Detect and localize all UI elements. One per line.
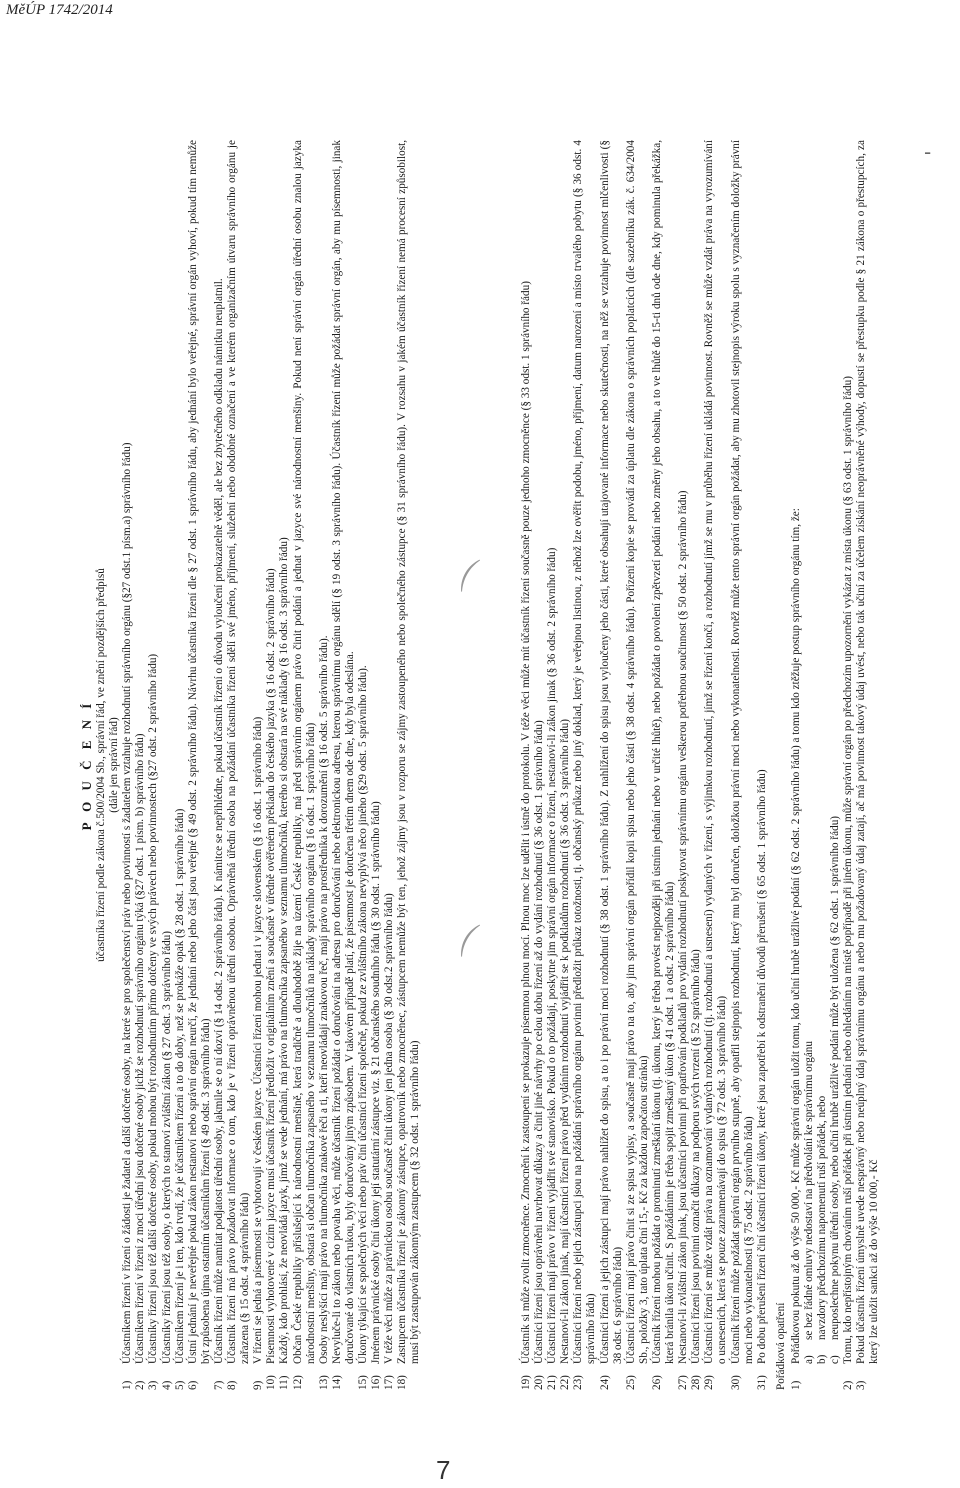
scan-artifact: ⌒ <box>453 919 511 975</box>
item-number: 19) <box>520 1375 532 1390</box>
list-item <box>278 140 291 1390</box>
item-number: 2) <box>134 1380 147 1390</box>
right-column <box>520 140 920 1390</box>
item-number: 7) <box>212 1380 225 1390</box>
item-text: Občan České republiky příslušející k národnostní menšině, která tradičně a dlouhodobě žije na území České republiky, má před správním orgánem právo činit podání a jednat v jazyce své národnostní menšiny. Pokud není správní orgán úřední osobu znalou jazyka národnostní menšiny, obstará si občan tlumočníka zapsaného v seznamu tlumočníků na náklady správního orgánu (§ 16 odst. 1 správního řádu) <box>291 140 317 1364</box>
item-number: 30) <box>729 1375 742 1390</box>
item-text: Úkony týkající se společných věcí nebo práv činí účastníci řízení společně, pokud ze zvláštního zákona nevyplývá něco jiného (§29 odst. 5 správního řádu). <box>356 665 369 1364</box>
item-text: Účastník řízení mohou požádat o prominutí zmeškání úkonu (tj. úkonu, který je třeba provést nejpozději při ústním jednání nebo v určité lhůtě), nebo požádat o povolení zpětvzetí podání nebo změny jeho obsahu, a to ve lhůtě do 15-ti dnů ode dne, kdy pominula překážka, která bránila úkon učinit. S požádáním je třeba spojit zmeškaný úkon (§ 41 odst. 1 a odst. 2 správního řádu) <box>650 140 677 1364</box>
item-number: 13) <box>317 1375 330 1390</box>
document-reference: MěÚP 1742/2014 <box>6 2 113 18</box>
item-text: V řízení se jedná a písemnosti se vyhotovují v českém jazyce. Účastníci řízení mohou jednat i v jazyce slovenském (§ 16 odst. 1 správního řádu) <box>252 716 265 1364</box>
item-number: 9) <box>252 1380 265 1390</box>
item-text: Účastníky řízení jsou též další dotčené osoby, pokud mohou být rozhodnutím přímo dotčeny ve svých právech nebo povinnostech (§27 odst. 2 správního řádu) <box>147 653 160 1364</box>
right-item-list <box>520 140 769 1390</box>
list-item <box>599 140 625 1390</box>
page-number: 7 <box>436 1455 451 1485</box>
list-item <box>842 140 855 1390</box>
list-item <box>292 140 318 1390</box>
list-item <box>121 140 134 1390</box>
item-text: Účastník řízení může namítat podjatost úřední osoby, jakmile se o ní dozví (§ 14 odst. 2 správního řádu). K námitce se nepřihlédne, pokud účastník řízení o důvodu vyloučení prokazatelně věděl, ale bez zbytečného odkladu námitku neuplatnil. <box>212 278 225 1364</box>
item-number: 26) <box>650 1375 663 1390</box>
sub-item-letter: b) <box>816 1354 829 1364</box>
item-number: 27) <box>677 1375 690 1390</box>
notice-subtitle: účastníka řízení podle zákona č.500/2004 Sb., správní řád, ve znění pozdějších předpisů <box>95 568 108 962</box>
list-item <box>756 140 769 1390</box>
item-number: 28) <box>690 1375 703 1390</box>
list-item <box>265 140 278 1390</box>
item-text: Nestanoví-li zvláštní zákon jinak, jsou účastníci povinni při opatřování podkladů pro vydání rozhodnutí poskytovat správnímu orgánu veškerou potřebnou součinnost (§ 50 odst. 2 správního řádu) <box>677 490 690 1364</box>
stray-mark: - <box>924 140 932 164</box>
item-number: 31) <box>755 1375 768 1390</box>
item-text: Účastníci řízení jsou oprávněni navrhovat důkazy a činit jiné návrhy po celou dobu řízení až do vydání rozhodnutí (§ 36 odst. 1 správního řádu) <box>533 720 546 1364</box>
item-number: 21) <box>546 1375 559 1390</box>
item-number: 24) <box>598 1375 611 1390</box>
sub-item-text: se bez řádné omluvy nedostaví na předvolání ke správnímu orgánu <box>802 1041 815 1340</box>
item-number: 8) <box>226 1380 239 1390</box>
list-item <box>252 140 265 1390</box>
item-number: 17) <box>383 1375 396 1390</box>
list-item <box>572 140 598 1390</box>
item-number: 29) <box>703 1375 716 1390</box>
item-number: 3) <box>855 1380 868 1390</box>
list-item <box>703 140 729 1390</box>
list-item <box>318 140 331 1390</box>
item-number: 3) <box>147 1380 160 1390</box>
list-item <box>383 140 396 1390</box>
item-number: 25) <box>624 1375 637 1390</box>
list-item <box>730 140 756 1390</box>
sub-item-letter: a) <box>802 1355 815 1364</box>
item-text: Účastníci řízení jsou povinni označit důkazy na podporu svých tvrzení (§ 52 správního řádu) <box>690 949 703 1364</box>
sub-item-text: neuposlechne pokynu úřední osoby, nebo učiní hrubě urážlivé podání může být uložena (§ 62 odst. 1 správního řádu) <box>829 815 842 1340</box>
item-text: Nestanoví-li zákon jinak, mají účastníci řízení právo před vydáním rozhodnutí vyjádřit se k podkladům rozhodnutí (§ 36 odst. 3 správního řádu) <box>559 719 572 1364</box>
item-text: Účastníci řízení a jejich zástupci mají právo nahlížet do spisu, a to i po právní moci rozhodnutí (§ 38 odst. 1 správního řádu). Z nahlížení do spisu jsou vyloučeny jeho části, které obsahují utajované informace nebo skutečnosti, na něž se vztahuje povinnost mlčenlivosti (§ 38 odst. 6 správního řádu) <box>598 140 624 1364</box>
item-text: Osoby neslyšící mají právo na tlumočníka znakové řeči a ti, kteří neovládají znakovou řeč, mají právo na prostředníka k dorozumění (§ 16 odst. 5 správního řádu). <box>317 635 330 1364</box>
item-number: 4) <box>160 1380 173 1390</box>
left-item-list <box>121 140 422 1390</box>
list-item <box>147 140 160 1390</box>
list-item <box>174 140 187 1390</box>
item-number: 22) <box>559 1375 572 1390</box>
list-item <box>855 140 881 1390</box>
item-number: 11) <box>278 1375 291 1390</box>
list-item <box>226 140 252 1390</box>
notice-subtitle-short: (dále jen správní řád) <box>108 717 121 813</box>
list-item <box>396 140 422 1390</box>
item-text: Jménem právnické osoby činí úkony její statutární zástupce viz. § 21 občanského soudního řádu (§ 30 odst. 1 správního řádu) <box>370 801 383 1364</box>
item-number: 1) <box>789 1380 802 1390</box>
section-title: Pořádková opatření <box>774 1302 787 1390</box>
sub-item-text: navzdory předchozímu napomenutí ruší pořádek, nebo <box>816 1095 829 1340</box>
item-number: 6) <box>186 1380 199 1390</box>
item-text: Účastníci řízení se může vzdát práva na oznamování vydaných rozhodnutí (tj. rozhodnutí a usnesení) vydaných v řízení, s výjimkou rozhodnutí, jímž se řízení končí, a rozhodnutí jímž se mu v průběhu řízení ukládá povinnost. Rovněž se může vzdát práva na vyrozumívání o usneseních, která se pouze zaznamenávají do spisu (§ 72 odst. 3 správního řádu) <box>703 140 729 1364</box>
item-text: Účastník řízení může požádat správní orgán prvního stupně, aby opatřil stejnopis rozhodnutí, který mu byl doručen, doložkou právní moci nebo vykonatelnosti. Rovněž může tento správní orgán požádat, aby mu zhotovil stejnopis výroku spolu s vyznačením doložky právní moci nebo vykonatelnosti (§ 75 odst. 2 správního řádu) <box>729 140 755 1364</box>
item-text: Tomu, kdo nepřístojným chováním ruší pořádek při ústním jednání nebo ohledáním na místě popřípadě při jiném úkonu, může správní orgán po předchozím upozornění vykázat z místa úkonu (§ 63 odst. 1 správního řádu) <box>842 376 855 1364</box>
list-item <box>161 140 174 1390</box>
sub-list-item <box>803 140 816 1364</box>
sub-item-letter: c) <box>829 1355 842 1364</box>
list-item <box>213 140 226 1390</box>
item-text: Účastníci řízení nebo jejich zástupci jsou na požádání správního orgánu povinni předložit průkaz totožnosti, tj. občanský průkaz nebo jiný doklad, který je veřejnou listinou, z něhož lze ověřit podobu, jméno, příjmení, datum narození a místo trvalého pobytu (§ 36 odst. 4 správního řádu) <box>572 140 598 1364</box>
item-number: 12) <box>291 1375 304 1390</box>
list-item <box>651 140 677 1390</box>
list-item <box>520 140 533 1390</box>
item-text: Písemnosti vyhotovené v cizím jazyce musí účastník řízení předložit v originálním znění a současně v úředně ověřeném překladu do českého jazyka (§ 16 odst. 2 správního řádu) <box>265 568 278 1364</box>
item-number: 20) <box>533 1375 546 1390</box>
sub-list-item <box>816 140 829 1364</box>
item-text: Účastníky řízení jsou též osoby, o kterých to stanoví zvláštní zákon (§ 27 odst. 3 správního řádu) <box>160 930 173 1364</box>
notice-title: P O U Č E N Í <box>79 699 94 831</box>
list-item <box>370 140 383 1390</box>
list-item <box>625 140 651 1390</box>
item-number: 1) <box>121 1380 134 1390</box>
item-text: Účastníkem řízení v řízení z moci úřední jsou dotčené osoby jichž se rozhodnutí správního orgánu týká (§27 odst. 1 písm. b) správního řádu) <box>134 733 147 1364</box>
item-number: 14) <box>330 1375 343 1390</box>
item-text: Účastníci řízení mají právo v řízení vyjádřit své stanovisko. Pokud o to požádají, poskytne jim správní orgán informace o řízení, nestanoví-li zákon jinak (§ 36 odst. 2 správního řádu) <box>546 547 559 1364</box>
item-text: Účastníkem řízení v řízení o žádosti je žadatel a další dotčené osoby, na které se pro společenství práv nebo povinností s žadatelem vztahuje rozhodnutí správního orgánu (§27 odst.1 písm.a) správního řádu) <box>121 442 134 1364</box>
list-item <box>357 140 370 1390</box>
item-text: Účastník si může zvolit zmocněnce. Zmocnění k zastoupení se prokazuje písemnou plnou mocí. Plnou moc lze udělit i ústně do protokolu. V téže věci může mít účastník řízení současně pouze jednoho zmocněnce (§ 33 odst. 1 správního řádu) <box>520 281 532 1364</box>
item-number: 15) <box>356 1375 369 1390</box>
section-item-list <box>790 140 882 1390</box>
item-text: Po dobu přerušení řízení činí účastníci řízení úkony, které jsou zapotřebí k odstranění důvodů přerušení (§ 65 odst. 1 správního řádu) <box>755 769 768 1364</box>
list-item <box>546 140 559 1390</box>
item-number: 16) <box>370 1375 383 1390</box>
list-item <box>559 140 572 1390</box>
item-text: Účastník řízení má právo požadovat informace o tom, kdo je v řízení oprávněnou úřední osobou. Oprávněná úřední osoba na požádání účastníka řízení sdělí své jméno, příjmení, služební nebo obdobné označení a ve kterém organizačním útvaru správního orgánu je zařazena (§ 15 odst. 4 správního řádu) <box>226 140 252 1364</box>
item-text: Každý, kdo prohlásí, že neovládá jazyk, jímž se vede jednání, má právo na tlumočníka zapsaného v seznamu tlumočníků, kterého si obstará na své náklady (§ 16 odst. 3 správního řádu) <box>278 537 291 1364</box>
left-column <box>80 140 520 1390</box>
sub-list-item <box>829 140 842 1364</box>
item-number: 23) <box>572 1375 585 1390</box>
item-text: Účastníkem řízení je i ten, kdo tvrdí, že je účastníkem řízení a to do doby, než se prokáže opak (§ 28 odst. 1 správního řádu) <box>173 808 186 1364</box>
list-item <box>677 140 690 1390</box>
list-item <box>187 140 213 1390</box>
item-text: Nevyluče-li to zákon nebo povaha věci, může účastník řízení požádat o doručování na adresu pro doručování nebo elektronickou adresu, kterou správnímu orgánu sdělí (§ 19 odst. 3 správního řádu). Účastník řízení může požádat správní orgán, aby mu písemnosti, jinak doručované do vlastních rukou, byly doručovány jiným způsobem. V takovém případě platí, že písemnost je doručena třetím dnem ode dne, kdy byla odeslána. <box>330 140 356 1364</box>
item-text: V téže věci může za právnickou osobu současně činit úkony jen jedna osoba (§ 30 odst.2 správního řádu) <box>383 893 396 1364</box>
list-item <box>790 140 803 1390</box>
list-item <box>331 140 357 1390</box>
item-number: 5) <box>173 1380 186 1390</box>
item-number: 2) <box>842 1380 855 1390</box>
list-item <box>533 140 546 1390</box>
item-number: 18) <box>396 1375 409 1390</box>
list-item <box>134 140 147 1390</box>
item-number: 10) <box>265 1375 278 1390</box>
scan-artifact: ⌒ <box>453 554 511 610</box>
item-text: Pokud účastník řízení úmyslně uvede nesprávný nebo neúplný údaj správnímu orgánu a nebo mu požadovaný údaj zatají, ač má povinnost takový údaj uvést, nebo tak učiní za účelem získání neoprávněné výhody, dopustí se přestupku podle § 21 zákona o přestupcích, za který lze uložit sankci až do výše 10 000,- Kč <box>855 140 881 1364</box>
item-text: Pořádkovou pokutu až do výše 50 000,- Kč může správní orgán uložit tomu, kdo učiní hrubě urážlivé podání (§ 62 odst. 2 správního řádu) a tomu kdo ztěžuje postup správního orgánu tím, že: <box>789 508 802 1364</box>
list-item <box>690 140 703 1390</box>
item-text: Ústní jednání je neveřejné pokud zákon nestanoví nebo správní orgán neurčí, že jednání nebo jeho část jsou veřejné (§ 49 odst. 2 správního řádu). Návrhu účastníka řízení dle § 27 odst. 1 správního řádu, aby jednání bylo veřejné, správní orgán vyhoví, pokud tím nemůže být způsobena újma ostatním účastníkům řízení (§ 49 odst. 3 správního řádu) <box>186 140 212 1364</box>
item-text: Zastupcem účastníka řízení je zákonný zástupce, opatrovník nebo zmocněnec, zástupcem nemůže být ten, jehož zájmy jsou v rozporu se zájmy zastoupeného nebo společného zástupce (§ 31 správního řádu). V rozsahu v jakém účastník řízení nemá procesní způsobilost, musí být zastupován zákonným zastupcem (§ 32 odst. 1 správního řádu) <box>396 140 422 1364</box>
item-text: Účastníci řízení mají právo činit si ze spisu výpisy, a současně mají právo na to, aby jim správní orgán pořídil kopii spisu nebo jeho části (§ 38 odst. 4 správního řádu). Pořízení kopie se provádí za úplatu dle zákona o správních poplatcích (dle sazebníku zák. č. 634/2004 Sb., položky 3, tato úplata činí 15,- Kč za každou započatou stránku) <box>624 140 650 1364</box>
